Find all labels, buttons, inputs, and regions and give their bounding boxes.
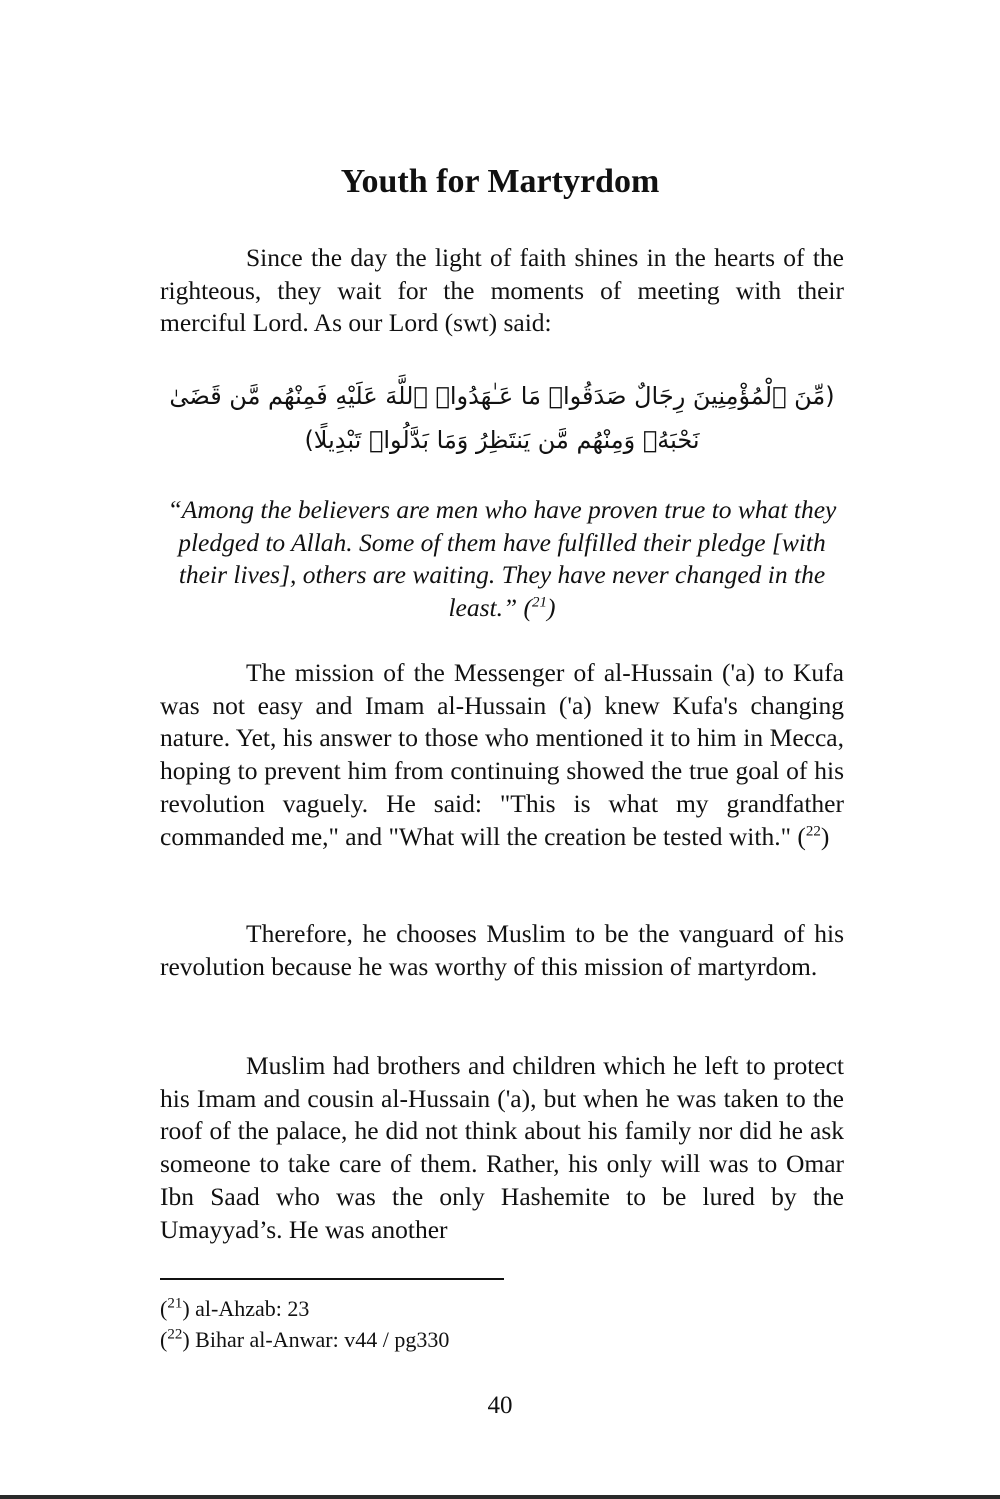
- paragraph-mission-text: The mission of the Messenger of al-Hussain ('a) to Kufa was not easy and Imam al-Hussain ('a) knew Kufa's changing nature. Yet, his answer to those who mentioned it to him in Mecca, hoping to prevent him from continuing showed the true goal of his revolution vaguely. He said: "This is what my grandfather commanded me," and "What will the creation be tested with.": [160, 658, 844, 851]
- footnote-ref-22: 22: [805, 823, 821, 840]
- quran-verse-arabic: (مِّنَ ٱلْمُؤْمِنِينَ رِجَالٌ صَدَقُوا۟ مَا عَـٰهَدُوا۟ ٱللَّهَ عَلَيْهِ فَمِنْهُم مَّن قَضَىٰ نَحْبَهُۥ وَمِنْهُم مَّن يَنتَظِرُ وَمَا بَدَّلُوا۟ تَبْدِيلًا): [169, 382, 835, 454]
- footnote-22: ($^{22}$) Bihar al-Anwar: v44 / pg330: [160, 1326, 450, 1352]
- paragraph-intro: Since the day the light of faith shines in the hearts of the righteous, they wait for the moments of meeting with their merciful Lord. As our Lord (swt) said:: [160, 243, 844, 338]
- verse-translation-text: “Among the believers are men who have proven true to what they pledged to Allah. Some of them have fulfilled their pledge [with their lives], others are waiting. They have never changed in the least.”: [167, 495, 837, 622]
- footnote-ref-21: 21: [532, 594, 548, 610]
- footnote-marker: 21: [167, 1295, 183, 1312]
- footnote-text: Bihar al-Anwar: v44 / pg330: [195, 1327, 450, 1352]
- footnote-separator: [160, 1278, 504, 1280]
- footnotes: [160, 1293, 844, 1355]
- paragraph-vanguard: Therefore, he chooses Muslim to be the vanguard of his revolution because he was worthy of this mission of martyrdom.: [160, 919, 844, 981]
- paragraph-mission: The mission of the Messenger of al-Hussain ('a) to Kufa was not easy and Imam al-Hussain ('a) knew Kufa's changing nature. Yet, his answer to those who mentioned it to him in Mecca, hoping to prevent him from continuing showed the true goal of his revolution vaguely. He said: "This is what my grandfather commanded me," and "What will the creation be tested with." ($^{22}$): [160, 658, 844, 851]
- footnote-marker: 22: [167, 1326, 183, 1343]
- paragraph-muslim: Muslim had brothers and children which he left to protect his Imam and cousin al-Hussain ('a), but when he was taken to the roof of the palace, he did not think about his family nor did he ask someone to take care of them. Rather, his only will was to Omar Ibn Saad who was the only Hashemite to be lured by the Umayyad’s. He was another: [160, 1051, 844, 1244]
- quran-verse-translation: “Among the believers are men who have proven true to what they pledged to Allah. Some of them have fulfilled their pledge [with their lives], others are waiting. They have never changed in the least.” ($^{21}$): [167, 495, 837, 622]
- chapter-title: Youth for Martyrdom: [340, 163, 660, 200]
- page-bottom-border: [0, 1495, 1000, 1499]
- footnote-text: al-Ahzab: 23: [195, 1296, 310, 1321]
- footnote-21: ($^{21}$) al-Ahzab: 23: [160, 1295, 310, 1321]
- page-number: 40: [487, 1392, 513, 1419]
